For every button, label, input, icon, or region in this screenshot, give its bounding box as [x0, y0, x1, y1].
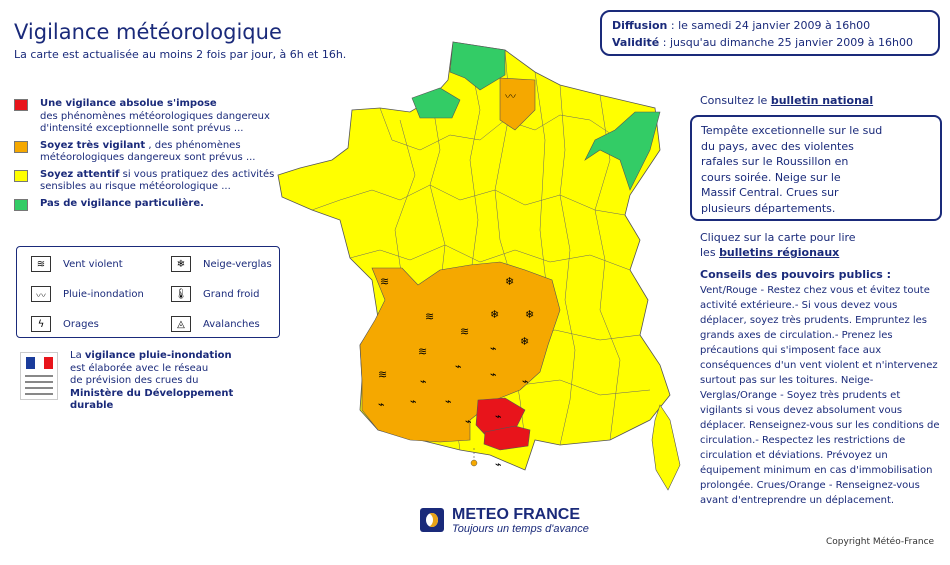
brand-name: METEO FRANCE	[452, 506, 580, 523]
legend-heading: Pas de vigilance particulière.	[40, 197, 204, 209]
storm-line: Tempête excetionnelle sur le sud	[701, 124, 883, 137]
map-wind-icon: ⌁	[465, 415, 472, 428]
diffusion-value: le samedi 24 janvier 2009 à 16h00	[678, 19, 871, 32]
map-snow-icon: ❄	[525, 308, 535, 321]
map-wind-icon: ⌁	[495, 410, 502, 423]
diffusion-label: Diffusion	[612, 19, 668, 32]
rain-flood-icon: 〰	[31, 286, 51, 302]
diffusion-line: Diffusion : le samedi 24 janvier 2009 à 16h00	[612, 19, 871, 32]
legend-swatch-red	[14, 99, 28, 111]
map-snow-icon: ❄	[490, 308, 500, 321]
copyright: Copyright Météo-France	[826, 537, 935, 547]
legend-item-red	[14, 98, 284, 136]
map-rain-icon: ≋	[380, 275, 390, 288]
flood-network-text	[70, 350, 280, 413]
map-snow-icon: ❄	[520, 335, 530, 348]
crue-ministry: Ministère du Développement durable	[70, 387, 234, 411]
map-rain-icon: ≋	[460, 325, 470, 338]
snow-ice-icon: ❄	[171, 256, 191, 272]
avalanche-icon: ◬	[171, 316, 191, 332]
meteo-france-logo[interactable]	[420, 506, 620, 538]
crue-line2: est élaborée avec le réseau	[70, 362, 209, 374]
icon-legend-label: Neige-verglas	[203, 259, 272, 270]
map-wind-icon: ⌁	[420, 375, 427, 388]
storm-summary-box	[690, 115, 942, 221]
regio-instruction: Cliquez sur la carte pour lire	[700, 231, 856, 244]
validite-line: Validité : jusqu'au dimanche 25 janvier 2009 à 16h00	[612, 36, 913, 49]
legend-item-green	[14, 198, 284, 211]
meteo-france-logo-icon	[420, 508, 444, 532]
legend-heading: Soyez attentif	[40, 168, 120, 180]
legend-swatch-green	[14, 199, 28, 211]
consult-prefix: Consultez le	[700, 94, 768, 107]
storm-line: cours soirée. Neige sur le	[701, 170, 841, 184]
ministry-logo	[20, 352, 58, 400]
national-bulletin-line	[700, 94, 873, 107]
crue-bold: vigilance pluie-inondation	[84, 350, 232, 361]
regional-bulletins-link[interactable]: bulletins régionaux	[719, 246, 840, 259]
map-rain-icon: ≋	[425, 310, 435, 323]
storm-line: rafales sur le Roussillon en	[701, 155, 849, 168]
validite-label: Validité	[612, 36, 660, 49]
map-snow-icon: ❄	[505, 275, 515, 288]
icon-legend-label: Grand froid	[203, 289, 260, 300]
legend-text: des phénomènes météorologiques dangereux d'intensité exceptionnelle sont prévus ...	[40, 110, 270, 134]
legend-heading: Soyez très vigilant	[40, 139, 146, 151]
storm-icon: ϟ	[31, 316, 51, 332]
region-corse[interactable]	[652, 405, 680, 490]
storm-line: du pays, avec des violentes	[701, 139, 854, 153]
legend-swatch-orange	[14, 141, 28, 153]
phenomena-icon-legend	[16, 246, 280, 338]
legend-swatch-yellow	[14, 170, 28, 182]
vigilance-legend	[14, 98, 284, 214]
national-bulletin-link[interactable]: bulletin national	[770, 94, 874, 107]
regio-prefix: les	[700, 246, 716, 259]
legend-text: si vous pratiquez des activités sensibles au risque météorologique ...	[40, 168, 275, 192]
icon-legend-label: Pluie-inondation	[63, 289, 144, 300]
storm-line: plusieurs départements.	[701, 201, 836, 215]
map-wind-icon: ⌁	[378, 398, 385, 411]
icon-legend-label: Vent violent	[63, 259, 123, 270]
crue-line3: de prévision des crues du	[70, 375, 199, 386]
map-rain-icon: ≋	[378, 368, 388, 381]
advice-text: Vent/Rouge - Restez chez vous et évitez toute activité extérieure.- Si vous devez vous déplacer, soyez très prudents. Empruntez les grands axes de circulation.- Prenez les précautions qui s'imposent face aux conséquences d'un vent violent et n'intervenez surtout pas sur les toitures. Neige-Verglas/Orange - Soyez très prudents et vigilants si vous devez absolument vous déplacer. Renseignez-vous sur les conditions de circulation.- Respectez les restrictions de circulation et déviations. Prévoyez un équipement minimum en cas d'immobilisation prolongée. Crues/Orange - Renseignez-vous avant d'entreprendre un déplacement.	[700, 285, 940, 506]
icon-legend-label: Avalanches	[203, 319, 260, 330]
map-rain-icon: 〰︎	[505, 90, 516, 103]
map-wind-icon: ⌁	[455, 360, 462, 373]
page-title: Vigilance météorologique	[14, 20, 282, 44]
validity-box	[600, 10, 940, 56]
regional-bulletins-line	[700, 230, 856, 260]
map-wind-icon: ⌁	[490, 368, 497, 381]
storm-line: Massif Central. Crues sur	[701, 186, 839, 199]
advice-title: Conseils des pouvoirs publics :	[700, 268, 892, 281]
page-subtitle: La carte est actualisée au moins 2 fois par jour, à 6h et 16h.	[14, 48, 347, 61]
icon-legend-label: Orages	[63, 319, 99, 330]
validite-value: jusqu'au dimanche 25 janvier 2009 à 16h00	[669, 36, 913, 49]
map-wind-icon: ⌁	[490, 342, 497, 355]
map-wind-icon: ⌁	[410, 395, 417, 408]
legend-item-yellow	[14, 169, 284, 194]
map-wind-icon: ⌁	[495, 458, 502, 471]
legend-text: , des phénomènes météorologiques dangereux sont prévus ...	[40, 139, 256, 163]
wind-icon: ≋	[31, 256, 51, 272]
map-wind-icon: ⌁	[445, 395, 452, 408]
map-wind-icon: ⌁	[522, 375, 529, 388]
map-rain-icon: ≋	[418, 345, 428, 358]
legend-item-orange	[14, 140, 284, 165]
legend-heading: Une vigilance absolue s'impose	[40, 98, 217, 109]
cold-icon: 🌡︎	[171, 286, 191, 302]
crue-prefix: La	[70, 350, 82, 361]
andorra-marker[interactable]	[471, 460, 477, 466]
brand-tagline: Toujours un temps d'avance	[452, 523, 589, 535]
french-flag-icon	[26, 357, 53, 369]
